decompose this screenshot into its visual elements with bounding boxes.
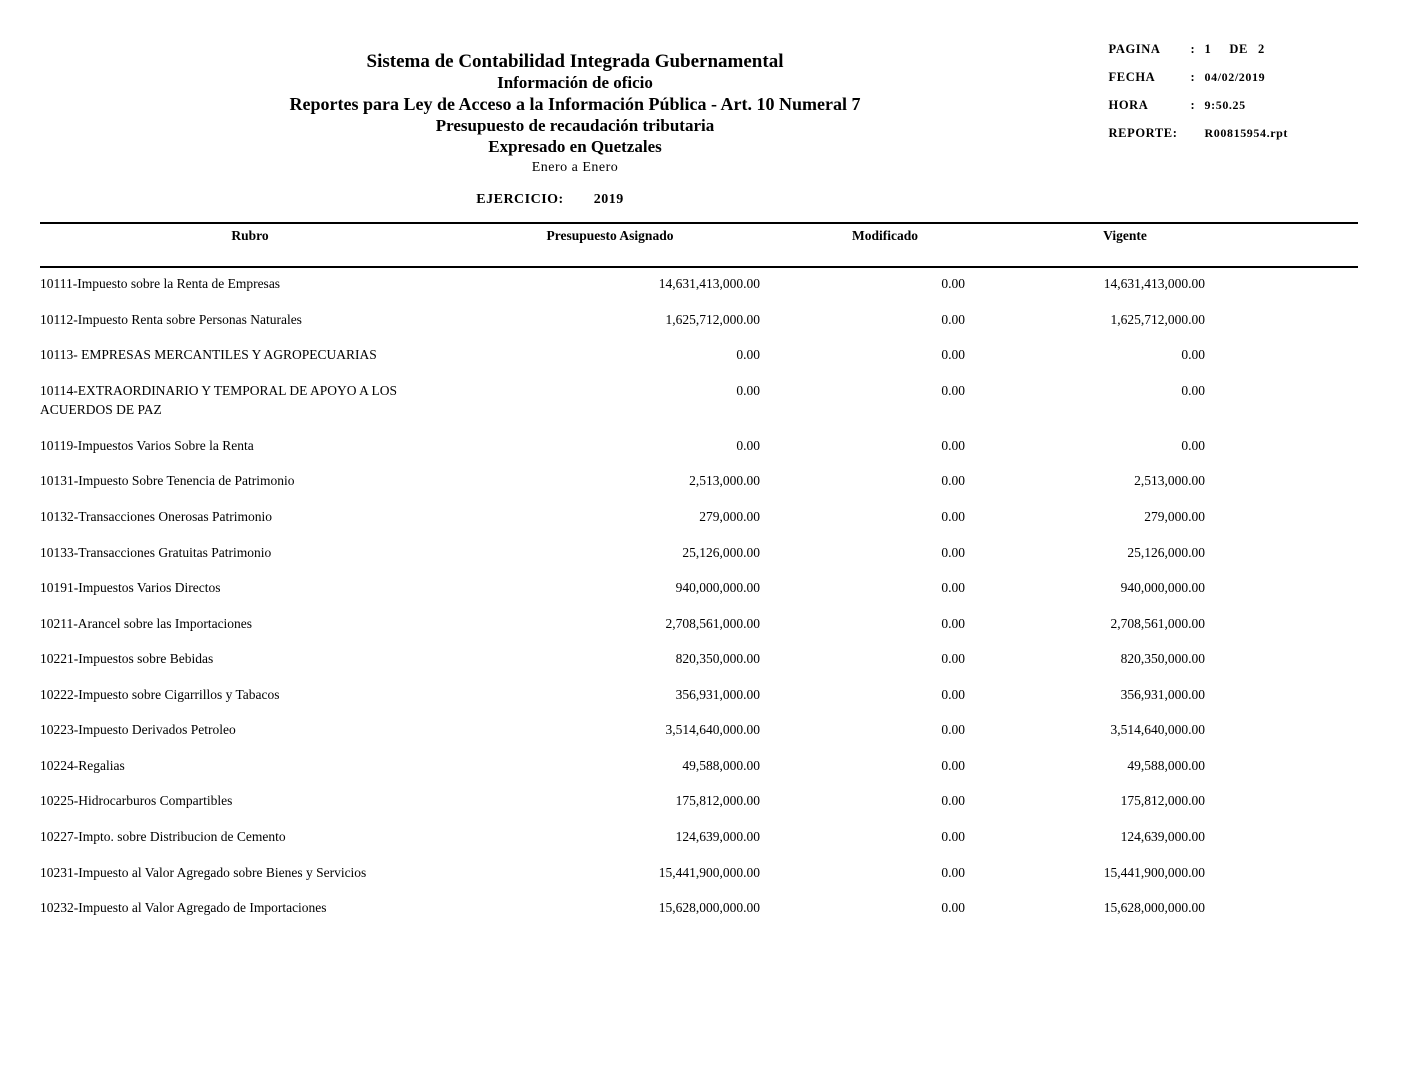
cell-spacer xyxy=(1240,463,1358,499)
cell-presupuesto-asignado: 0.00 xyxy=(736,437,760,453)
cell-presupuesto-asignado: 3,514,640,000.00 xyxy=(665,722,760,738)
table-row xyxy=(40,712,1358,748)
cell-rubro: 10132-Transacciones Onerosas Patrimonio xyxy=(40,508,272,524)
cell-vigente: 356,931,000.00 xyxy=(1120,686,1205,702)
cell-modificado: 0.00 xyxy=(941,473,965,489)
hora-label: HORA xyxy=(1108,98,1149,112)
pagina-label: PAGINA xyxy=(1108,42,1161,56)
cell-spacer xyxy=(1240,677,1358,713)
cell-presupuesto-asignado: 940,000,000.00 xyxy=(675,580,760,596)
cell-vigente: 25,126,000.00 xyxy=(1127,544,1205,560)
table-top-rule xyxy=(40,222,1358,224)
cell-modificado: 0.00 xyxy=(941,900,965,916)
table-row xyxy=(40,499,1358,535)
table-row xyxy=(40,748,1358,784)
cell-presupuesto-asignado: 0.00 xyxy=(736,382,760,398)
report-subtitle-1: Información de oficio xyxy=(497,73,653,93)
report-subtitle-3: Presupuesto de recaudación tributaria xyxy=(435,115,715,135)
cell-vigente: 2,513,000.00 xyxy=(1134,473,1205,489)
cell-vigente: 0.00 xyxy=(1181,347,1205,363)
cell-vigente: 49,588,000.00 xyxy=(1127,757,1205,773)
cell-presupuesto-asignado: 356,931,000.00 xyxy=(675,686,760,702)
report-title-block xyxy=(0,50,1150,176)
cell-spacer xyxy=(1240,373,1358,428)
cell-spacer xyxy=(1240,890,1358,926)
cell-rubro: 10191-Impuestos Varios Directos xyxy=(40,580,221,596)
table-row xyxy=(40,302,1358,338)
table-row xyxy=(40,783,1358,819)
fecha-label: FECHA xyxy=(1108,70,1156,84)
cell-spacer xyxy=(1240,606,1358,642)
cell-modificado: 0.00 xyxy=(941,722,965,738)
cell-modificado: 0.00 xyxy=(941,757,965,773)
cell-rubro: 10224-Regalias xyxy=(40,757,125,773)
cell-rubro: 10223-Impuesto Derivados Petroleo xyxy=(40,722,236,738)
cell-vigente: 15,441,900,000.00 xyxy=(1103,864,1205,880)
cell-spacer xyxy=(1240,499,1358,535)
cell-vigente: 175,812,000.00 xyxy=(1120,793,1205,809)
table-row xyxy=(40,855,1358,891)
cell-spacer xyxy=(1240,748,1358,784)
cell-rubro: 10111-Impuesto sobre la Renta de Empresas xyxy=(40,276,281,291)
table-row xyxy=(40,337,1358,373)
budget-table xyxy=(40,228,1358,926)
cell-spacer xyxy=(1240,819,1358,855)
cell-rubro: 10112-Impuesto Renta sobre Personas Naturales xyxy=(40,311,302,327)
cell-presupuesto-asignado: 279,000.00 xyxy=(699,508,760,524)
cell-spacer xyxy=(1240,783,1358,819)
cell-presupuesto-asignado: 0.00 xyxy=(736,347,760,363)
cell-vigente: 279,000.00 xyxy=(1144,508,1205,524)
cell-rubro: 10114-EXTRAORDINARIO Y TEMPORAL DE APOYO A LOS ACUERDOS DE PAZ xyxy=(40,382,398,418)
ejercicio-value: 2019 xyxy=(593,192,624,207)
table-row xyxy=(40,256,1358,302)
cell-modificado: 0.00 xyxy=(941,615,965,631)
fecha-colon: : xyxy=(1190,70,1196,84)
report-meta-block xyxy=(1109,42,1288,154)
cell-rubro: 10119-Impuestos Varios Sobre la Renta xyxy=(40,437,254,453)
table-row xyxy=(40,606,1358,642)
hora-value: 9:50.25 xyxy=(1204,98,1246,112)
cell-spacer xyxy=(1240,855,1358,891)
cell-modificado: 0.00 xyxy=(941,686,965,702)
cell-vigente: 0.00 xyxy=(1181,437,1205,453)
cell-modificado: 0.00 xyxy=(941,793,965,809)
table-row xyxy=(40,677,1358,713)
column-header-modificado: Modificado xyxy=(852,228,918,243)
cell-vigente: 0.00 xyxy=(1181,382,1205,398)
table-row xyxy=(40,890,1358,926)
cell-presupuesto-asignado: 820,350,000.00 xyxy=(675,651,760,667)
cell-spacer xyxy=(1240,428,1358,464)
hora-colon: : xyxy=(1190,98,1196,112)
pagina-colon: : xyxy=(1190,42,1196,56)
cell-modificado: 0.00 xyxy=(941,864,965,880)
de-value: 2 xyxy=(1257,42,1265,56)
column-header-vigente: Vigente xyxy=(1103,228,1147,243)
cell-rubro: 10225-Hidrocarburos Compartibles xyxy=(40,793,233,809)
cell-vigente: 1,625,712,000.00 xyxy=(1110,311,1205,327)
cell-spacer xyxy=(1240,256,1358,302)
cell-spacer xyxy=(1240,570,1358,606)
cell-presupuesto-asignado: 49,588,000.00 xyxy=(682,757,760,773)
cell-rubro: 10231-Impuesto al Valor Agregado sobre Bienes y Servicios xyxy=(40,864,367,880)
cell-rubro: 10133-Transacciones Gratuitas Patrimonio xyxy=(40,544,272,560)
report-currency-note: Expresado en Quetzales xyxy=(488,136,662,156)
cell-vigente: 940,000,000.00 xyxy=(1120,580,1205,596)
meta-row-hora xyxy=(1109,98,1288,113)
table-header xyxy=(40,228,1358,256)
cell-spacer xyxy=(1240,535,1358,571)
cell-rubro: 10211-Arancel sobre las Importaciones xyxy=(40,615,253,631)
cell-spacer xyxy=(1240,712,1358,748)
reporte-value: R00815954.rpt xyxy=(1204,126,1288,140)
cell-spacer xyxy=(1240,337,1358,373)
table-row xyxy=(40,373,1358,428)
report-period: Enero a Enero xyxy=(531,160,619,176)
cell-presupuesto-asignado: 15,441,900,000.00 xyxy=(658,864,760,880)
table-row xyxy=(40,819,1358,855)
cell-presupuesto-asignado: 1,625,712,000.00 xyxy=(665,311,760,327)
fecha-value: 04/02/2019 xyxy=(1204,70,1266,84)
cell-vigente: 2,708,561,000.00 xyxy=(1110,615,1205,631)
report-header xyxy=(0,0,1408,207)
cell-presupuesto-asignado: 14,631,413,000.00 xyxy=(658,276,760,291)
table-row xyxy=(40,535,1358,571)
table-row xyxy=(40,570,1358,606)
cell-spacer xyxy=(1240,302,1358,338)
cell-vigente: 3,514,640,000.00 xyxy=(1110,722,1205,738)
cell-modificado: 0.00 xyxy=(941,651,965,667)
cell-modificado: 0.00 xyxy=(941,382,965,398)
cell-rubro: 10227-Impto. sobre Distribucion de Cemento xyxy=(40,829,286,844)
cell-rubro: 10232-Impuesto al Valor Agregado de Importaciones xyxy=(40,900,327,916)
cell-rubro: 10222-Impuesto sobre Cigarrillos y Tabacos xyxy=(40,686,280,702)
ejercicio-block xyxy=(0,192,1100,208)
report-subtitle-2: Reportes para Ley de Acceso a la Información Pública - Art. 10 Numeral 7 xyxy=(289,93,861,114)
pagina-value: 1 xyxy=(1204,42,1212,56)
cell-modificado: 0.00 xyxy=(941,347,965,363)
cell-spacer xyxy=(1240,641,1358,677)
table-header-row xyxy=(40,228,1358,256)
cell-rubro: 10131-Impuesto Sobre Tenencia de Patrimonio xyxy=(40,473,295,489)
table-row xyxy=(40,463,1358,499)
cell-rubro: 10113- EMPRESAS MERCANTILES Y AGROPECUARIAS xyxy=(40,347,377,363)
cell-presupuesto-asignado: 2,513,000.00 xyxy=(689,473,760,489)
ejercicio-label: EJERCICIO: xyxy=(476,192,564,207)
meta-row-reporte xyxy=(1109,126,1288,141)
cell-vigente: 15,628,000,000.00 xyxy=(1103,900,1205,916)
cell-vigente: 124,639,000.00 xyxy=(1120,829,1205,844)
de-label: DE xyxy=(1229,42,1248,56)
cell-modificado: 0.00 xyxy=(941,544,965,560)
column-header-rubro: Rubro xyxy=(231,228,269,243)
table-row xyxy=(40,428,1358,464)
cell-rubro: 10221-Impuestos sobre Bebidas xyxy=(40,651,214,667)
system-title: Sistema de Contabilidad Integrada Gubernamental xyxy=(366,51,784,72)
cell-modificado: 0.00 xyxy=(941,580,965,596)
cell-presupuesto-asignado: 15,628,000,000.00 xyxy=(658,900,760,916)
table-body xyxy=(40,256,1358,926)
column-header-presupuesto-asignado: Presupuesto Asignado xyxy=(546,228,674,243)
cell-modificado: 0.00 xyxy=(941,437,965,453)
cell-modificado: 0.00 xyxy=(941,508,965,524)
cell-modificado: 0.00 xyxy=(941,276,965,291)
table-row xyxy=(40,641,1358,677)
cell-presupuesto-asignado: 124,639,000.00 xyxy=(675,829,760,844)
meta-row-fecha xyxy=(1109,70,1288,85)
cell-modificado: 0.00 xyxy=(941,311,965,327)
cell-vigente: 820,350,000.00 xyxy=(1120,651,1205,667)
cell-vigente: 14,631,413,000.00 xyxy=(1103,276,1205,291)
reporte-label: REPORTE: xyxy=(1108,126,1178,140)
cell-presupuesto-asignado: 175,812,000.00 xyxy=(675,793,760,809)
meta-row-pagina xyxy=(1109,42,1288,57)
cell-modificado: 0.00 xyxy=(941,829,965,844)
cell-presupuesto-asignado: 2,708,561,000.00 xyxy=(665,615,760,631)
cell-presupuesto-asignado: 25,126,000.00 xyxy=(682,544,760,560)
column-header-spacer xyxy=(1240,228,1358,256)
